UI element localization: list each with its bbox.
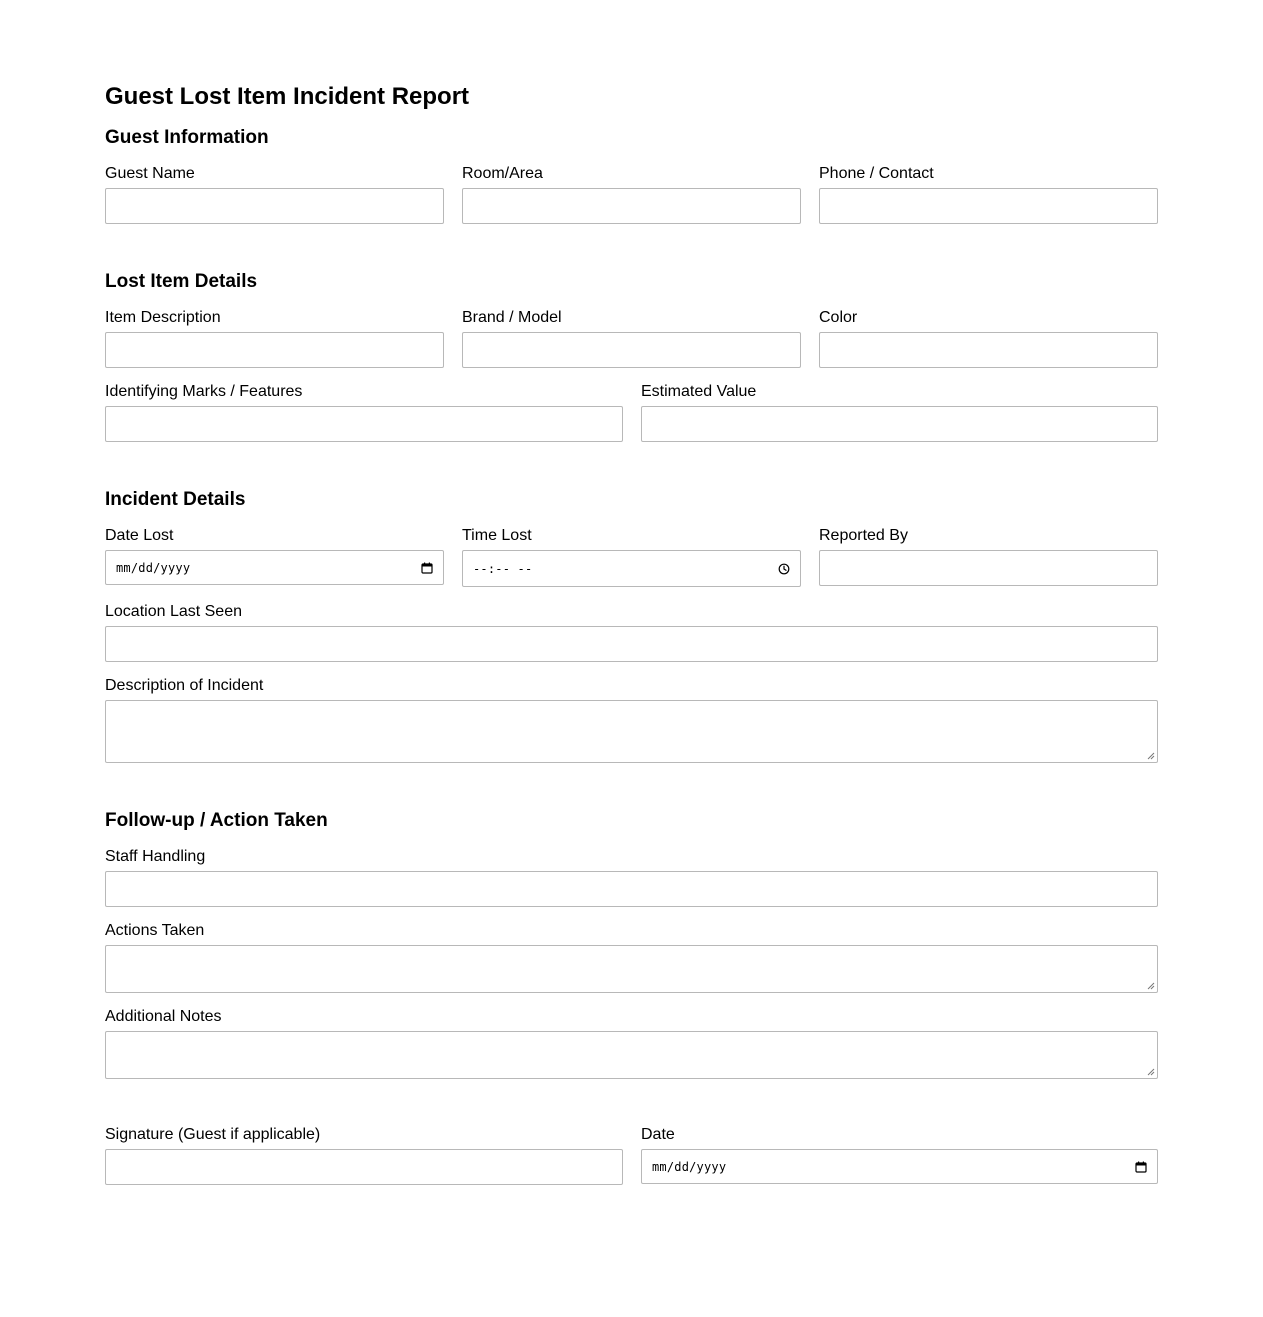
signoff-date-input[interactable] [641,1149,1158,1184]
clock-icon[interactable] [778,563,790,575]
room-area-input[interactable] [462,188,801,224]
time-lost-label: Time Lost [462,527,532,544]
section-heading-lost-item-details: Lost Item Details [105,271,258,292]
calendar-icon[interactable] [1135,1161,1147,1173]
room-area-label: Room/Area [462,165,543,182]
additional-notes-textarea[interactable] [105,1031,1158,1079]
time-lost-input[interactable] [462,550,801,587]
date-lost-placeholder: mm/dd/yyyy [116,560,191,575]
date-lost-input[interactable] [105,550,444,585]
identifying-marks-label: Identifying Marks / Features [105,383,303,400]
additional-notes-label: Additional Notes [105,1008,222,1025]
actions-taken-textarea[interactable] [105,945,1158,993]
signoff-date-placeholder: mm/dd/yyyy [652,1159,727,1174]
section-heading-guest-information: Guest Information [105,127,269,148]
section-heading-follow-up: Follow-up / Action Taken [105,810,328,831]
phone-contact-input[interactable] [819,188,1158,224]
signature-input[interactable] [105,1149,623,1185]
calendar-icon[interactable] [421,562,433,574]
actions-taken-label: Actions Taken [105,922,205,939]
date-lost-label: Date Lost [105,527,174,544]
staff-handling-label: Staff Handling [105,848,206,865]
incident-description-label: Description of Incident [105,677,264,694]
reported-by-label: Reported By [819,527,908,544]
item-description-input[interactable] [105,332,444,368]
brand-model-label: Brand / Model [462,309,562,326]
color-label: Color [819,309,858,326]
location-last-seen-label: Location Last Seen [105,603,242,620]
resize-grip-icon[interactable] [1147,752,1155,760]
signature-label: Signature (Guest if applicable) [105,1126,321,1143]
section-heading-incident-details: Incident Details [105,489,246,510]
resize-grip-icon[interactable] [1147,1068,1155,1076]
item-description-label: Item Description [105,309,221,326]
location-last-seen-input[interactable] [105,626,1158,662]
incident-description-textarea[interactable] [105,700,1158,763]
estimated-value-label: Estimated Value [641,383,757,400]
guest-name-label: Guest Name [105,165,195,182]
estimated-value-input[interactable] [641,406,1158,442]
identifying-marks-input[interactable] [105,406,623,442]
reported-by-input[interactable] [819,550,1158,586]
page-title: Guest Lost Item Incident Report [105,83,470,110]
phone-contact-label: Phone / Contact [819,165,934,182]
color-input[interactable] [819,332,1158,368]
resize-grip-icon[interactable] [1147,982,1155,990]
signoff-date-label: Date [641,1126,675,1143]
staff-handling-input[interactable] [105,871,1158,907]
guest-name-input[interactable] [105,188,444,224]
time-lost-placeholder: --:-- -- [473,561,533,576]
brand-model-input[interactable] [462,332,801,368]
